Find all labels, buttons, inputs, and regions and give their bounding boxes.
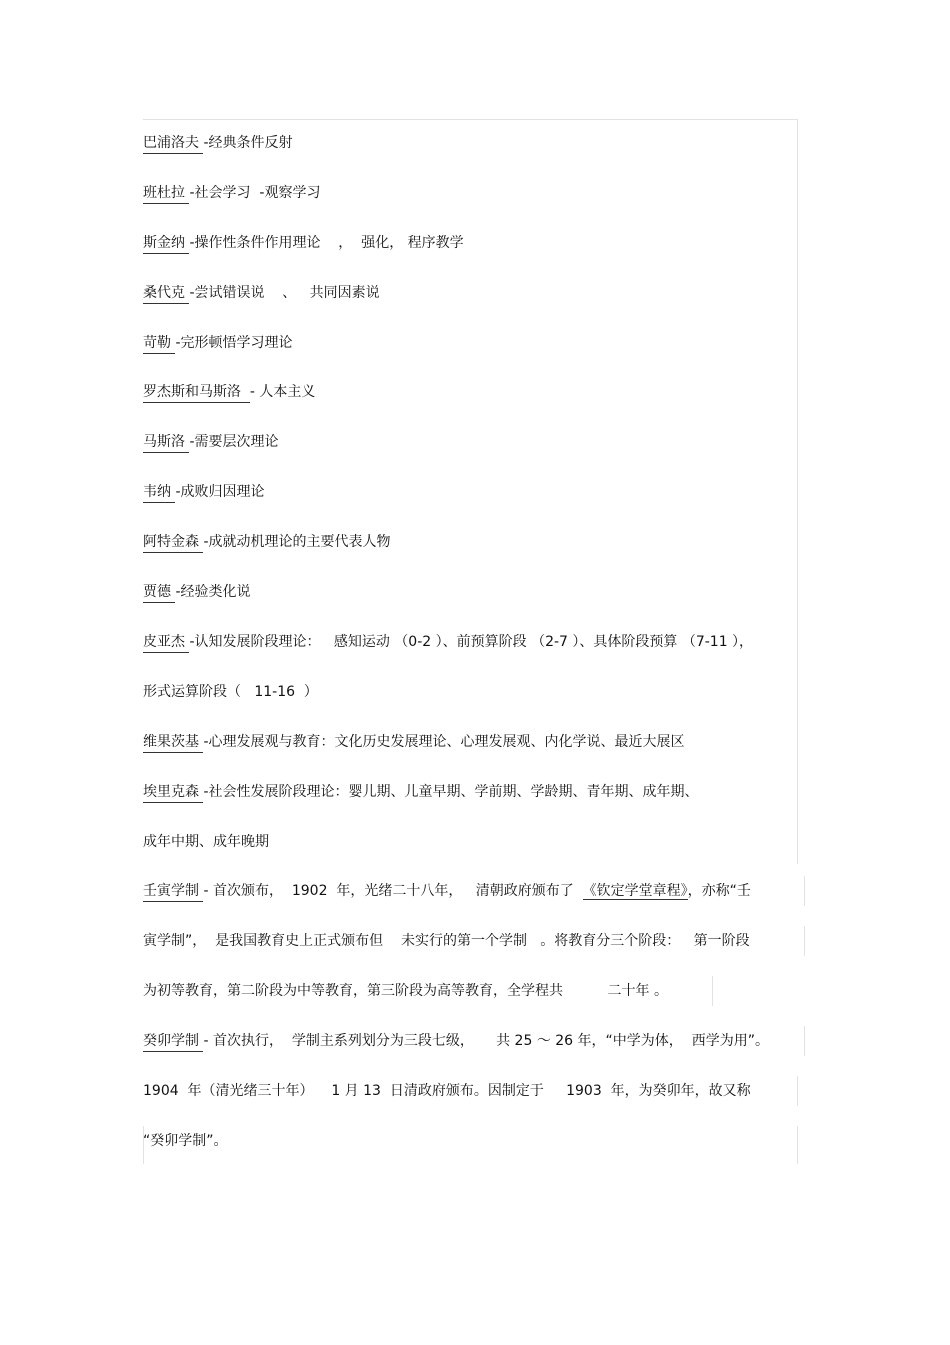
entry-line xyxy=(143,630,753,654)
theorist-name: 巴浦洛夫 xyxy=(143,133,203,154)
theory-description: -完形顿悟学习理论 xyxy=(175,335,293,351)
entry-line xyxy=(143,181,320,205)
guimao-line-2 xyxy=(143,1079,751,1103)
theory-description: -尝试错误说 、 共同因素说 xyxy=(189,285,380,301)
renyin-line-1 xyxy=(143,879,751,903)
frame-segment xyxy=(804,1026,805,1056)
theorist-name: 罗杰斯和马斯洛 xyxy=(143,382,250,403)
theory-description: -操作性条件作用理论 ， 强化， 程序教学 xyxy=(189,235,464,251)
theorist-name: 阿特金森 xyxy=(143,532,203,553)
entry-line xyxy=(143,480,265,504)
renyin-text: 寅学制”， 是我国教育史上正式颁布但 未实行的第一个学制 。将教育分三个阶段： 第一阶段 xyxy=(143,933,750,949)
theory-description: -认知发展阶段理论： 感知运动 （0-2 ）、前预算阶段 （2-7 ）、具体阶段预算 （7-11 ）， xyxy=(189,634,754,650)
frame-segment xyxy=(804,876,805,906)
theory-description: 形式运算阶段（ 11-16 ） xyxy=(143,684,318,700)
renyin-text: 为初等教育，第二阶段为中等教育，第三阶段为高等教育，全学程共 二十年 。 xyxy=(143,983,668,999)
guimao-text: 1904 年（清光绪三十年） 1 月 13 日清政府颁布。因制定于 1903 年，为癸卯年，故又称 xyxy=(143,1083,751,1099)
theory-description: 成年中期、成年晚期 xyxy=(143,834,269,850)
page-frame-top xyxy=(143,119,798,120)
renyin-line-2 xyxy=(143,929,750,953)
renyin-text-b: ，亦称“壬 xyxy=(687,883,751,899)
frame-segment xyxy=(804,926,805,956)
theory-description: -心理发展观与教育：文化历史发展理论、心理发展观、内化学说、最近大展区 xyxy=(203,734,685,750)
entry-line xyxy=(143,580,251,604)
guimao-text: - 首次执行， 学制主系列划分为三段七级， 共 25 ～ 26 年，“中学为体， 西学为用”。 xyxy=(203,1033,769,1049)
renyin-text-a: - 首次颁布， 1902 年，光绪二十八年， 清朝政府颁布了 xyxy=(203,883,583,899)
entry-line xyxy=(143,730,685,754)
renyin-line-3 xyxy=(143,979,668,1003)
theory-description: -社会性发展阶段理论：婴儿期、儿童早期、学前期、学龄期、青年期、成年期、 xyxy=(203,784,699,800)
theory-description: -经典条件反射 xyxy=(203,135,293,151)
entry-line xyxy=(143,231,464,255)
theorist-name: 贾德 xyxy=(143,582,175,603)
theorist-name: 埃里克森 xyxy=(143,782,203,803)
entry-line xyxy=(143,780,699,804)
system-name: 壬寅学制 xyxy=(143,881,203,902)
theorist-name: 韦纳 xyxy=(143,482,175,503)
page-frame-right xyxy=(797,119,798,864)
entry-line xyxy=(143,430,279,454)
frame-segment xyxy=(797,1126,798,1164)
entry-line xyxy=(143,131,293,155)
theorist-name: 皮亚杰 xyxy=(143,632,189,653)
guimao-text: “癸卯学制”。 xyxy=(143,1133,228,1149)
guimao-line-1 xyxy=(143,1029,769,1053)
book-title: 《钦定学堂章程》 xyxy=(582,883,688,899)
theorist-name: 桑代克 xyxy=(143,283,189,304)
theory-description: -成就动机理论的主要代表人物 xyxy=(203,534,391,550)
theorist-name: 斯金纳 xyxy=(143,233,189,254)
entry-line xyxy=(143,530,391,554)
entry-continuation xyxy=(143,830,269,854)
theory-description: -需要层次理论 xyxy=(189,434,279,450)
entry-line xyxy=(143,380,315,404)
theorist-name: 维果茨基 xyxy=(143,732,203,753)
guimao-line-3 xyxy=(143,1129,228,1153)
entry-line xyxy=(143,281,380,305)
theorist-name: 班杜拉 xyxy=(143,183,189,204)
theory-description: - 人本主义 xyxy=(249,384,316,400)
entry-continuation xyxy=(143,680,318,704)
system-name: 癸卯学制 xyxy=(143,1031,203,1052)
frame-segment xyxy=(797,1076,798,1106)
theory-description: -社会学习 -观察学习 xyxy=(189,185,321,201)
theory-description: -成败归因理论 xyxy=(175,484,265,500)
theory-description: -经验类化说 xyxy=(175,584,251,600)
theorist-name: 苛勒 xyxy=(143,333,175,354)
frame-segment xyxy=(712,976,713,1006)
theorist-name: 马斯洛 xyxy=(143,432,189,453)
entry-line xyxy=(143,331,293,355)
